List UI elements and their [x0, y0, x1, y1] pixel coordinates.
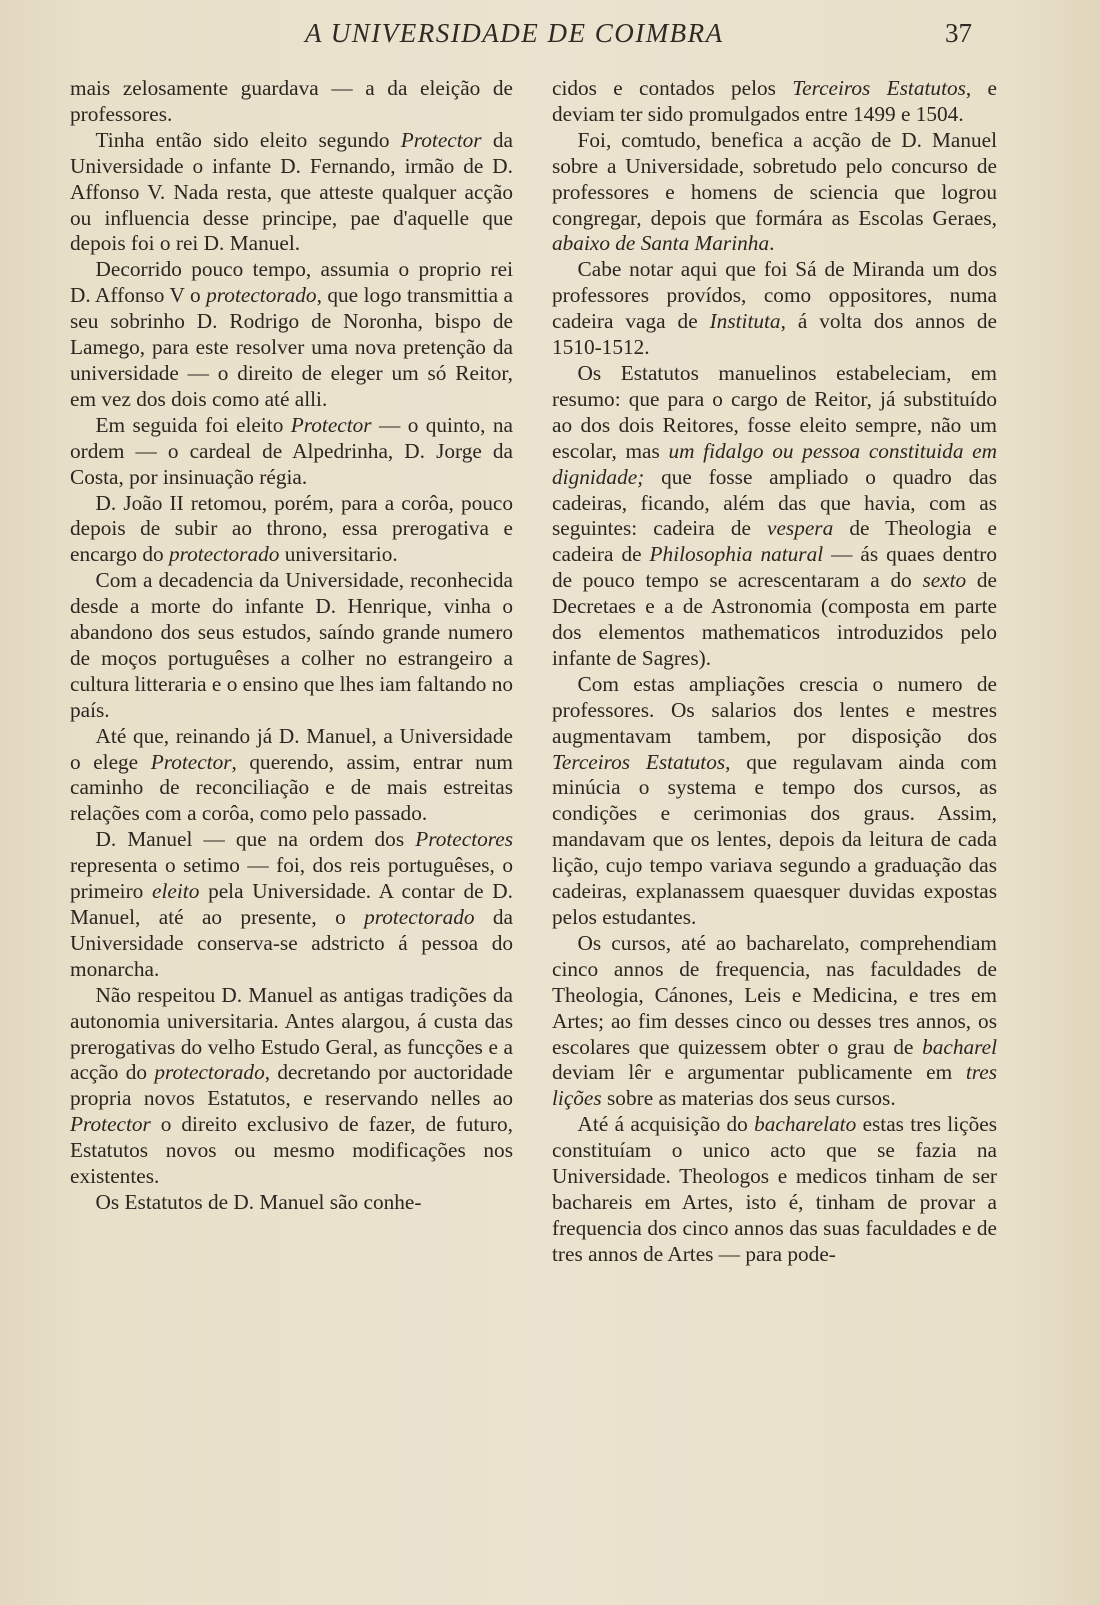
- running-title: A UNIVERSIDADE DE COIMBRA: [305, 18, 724, 48]
- paragraph: Decorrido pouco tempo, assumia o proprio rei D. Affonso V o protectorado, que logo transmittia a seu sobrinho D. Rodrigo de Noronha, bispo de Lamego, para este resolver uma nova pretenção da universidade — o direito de eleger um só Reitor, em vez dos dois como até alli.: [70, 257, 513, 411]
- paragraph: Em seguida foi eleito Protector — o quinto, na ordem — o cardeal de Alpedrinha, D. Jorge da Costa, por insinuação régia.: [70, 412, 513, 489]
- paragraph: Não respeitou D. Manuel as antigas tradições da autonomia universitaria. Antes alargou, á custa das prerogativas do velho Estudo Geral, as funcções e a acção do protectorado, decretando por auctoridade propria novos Estatutos, e reservando nelles ao Protector o direito exclusivo de fazer, de futuro, Estatutos novos ou mesmo modificações nos existentes.: [70, 982, 514, 1189]
- paragraph: Os Estatutos de D. Manuel são conhe-: [95, 1189, 422, 1214]
- paragraph: Tinha então sido eleito segundo Protector da Universidade o infante D. Fernando, irmão de D. Affonso V. Nada resta, que atteste qualquer acção ou influencia desse principe, pae d'aquelle que depois foi o rei D. Manuel.: [70, 127, 513, 256]
- paragraph: Até á acquisição do bacharelato estas tres lições constituíam o unico acto que se fazia na Universidade. Theologos e medicos tinham de ser bachareis em Artes, isto é, tinham de provar a frequencia dos cinco annos das suas faculdades e de tres annos de Artes — para pode-: [552, 1112, 997, 1266]
- right-column: [552, 76, 997, 1268]
- page-number: 37: [945, 18, 972, 48]
- paragraph: Com estas ampliações crescia o numero de professores. Os salarios dos lentes e mestres augmentavam tambem, por disposição dos Terceiros Estatutos, que regulavam ainda com minúcia o systema e tempo dos cursos, as condições e cerimonias dos graus. Assim, mandavam que os lentes, depois da leitura de cada lição, cujo tempo variava segundo a graduação das cadeiras, explanassem quaesquer duvidas expostas pelos estudantes.: [552, 671, 997, 929]
- paragraph: D. João II retomou, porém, para a corôa, pouco depois de subir ao throno, essa prerogativa e encargo do protectorado universitario.: [70, 490, 513, 567]
- paragraph: Com a decadencia da Universidade, reconhecida desde a morte do infante D. Henrique, vinha o abandono dos seus estudos, saíndo grande numero de moços portuguêses a colher no estrangeiro a cultura litteraria e o ensino que lhes iam faltando no país.: [70, 568, 513, 722]
- paragraph: Cabe notar aqui que foi Sá de Miranda um dos professores provídos, como oppositores, numa cadeira vaga de Instituta, á volta dos annos de 1510-1512.: [552, 257, 997, 360]
- paragraph: Os cursos, até ao bacharelato, comprehendiam cinco annos de frequencia, nas faculdades de Theologia, Cánones, Leis e Medicina, e tres em Artes; ao fim desses cinco ou desses tres annos, os escolares que quizessem obter o grau de bacharel deviam lêr e argumentar publicamente em tres lições sobre as materias dos seus cursos.: [552, 930, 997, 1111]
- paragraph: mais zelosamente guardava — a da eleição de professores.: [70, 76, 513, 126]
- paragraph: D. Manuel — que na ordem dos Protectores representa o setimo — foi, dos reis portuguêses, o primeiro eleito pela Universidade. A contar de D. Manuel, até ao presente, o protectorado da Universidade conserva-se adstricto á pessoa do monarcha.: [70, 827, 513, 981]
- paragraph: Foi, comtudo, benefica a acção de D. Manuel sobre a Universidade, sobretudo pelo concurso de professores e homens de sciencia que logrou congregar, depois que formára as Escolas Geraes, abaixo de Santa Marinha.: [552, 127, 997, 256]
- paragraph: cidos e contados pelos Terceiros Estatutos, e deviam ter sido promulgados entre 1499 e 1504.: [552, 76, 997, 126]
- running-header: [0, 18, 1100, 58]
- paragraph: Os Estatutos manuelinos estabeleciam, em resumo: que para o cargo de Reitor, já substituído ao dos dois Reitores, fosse eleito sempre, não um escolar, mas um fidalgo ou pessoa constituida em dignidade; que fosse ampliado o quadro das cadeiras, ficando, além das que havia, com as seguintes: cadeira de vespera de Theologia e cadeira de Philosophia natural — ás quaes dentro de pouco tempo se acrescentaram a do sexto de Decretaes e a de Astronomia (composta em parte dos elementos mathematicos introduzidos pelo infante de Sagres).: [552, 360, 998, 670]
- left-column: [70, 76, 513, 1216]
- paragraph: Até que, reinando já D. Manuel, a Universidade o elege Protector, querendo, assim, entrar num caminho de reconciliação e de mais estreitas relações com a corôa, como pelo passado.: [70, 723, 513, 826]
